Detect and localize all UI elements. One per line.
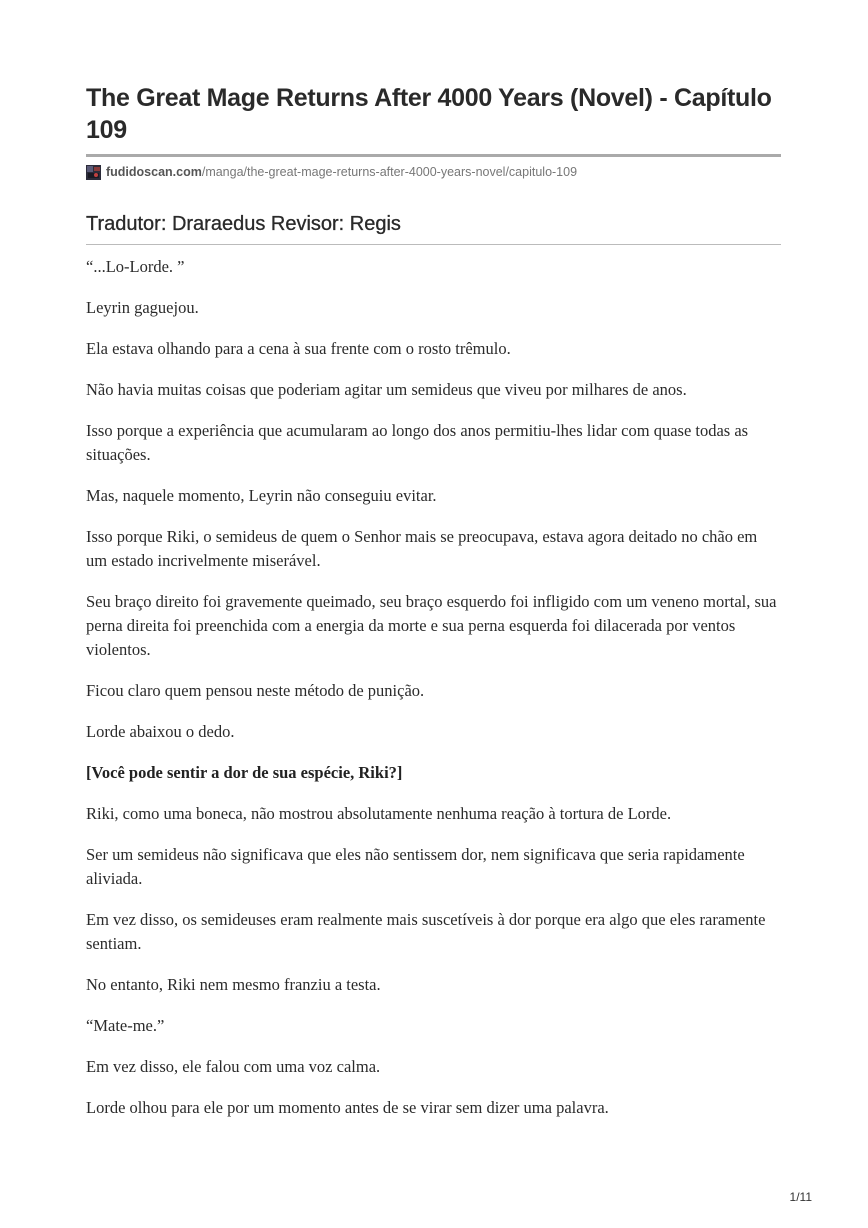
paragraph: Em vez disso, ele falou com uma voz calma.: [86, 1057, 381, 1076]
document-page: [86, 82, 781, 1137]
translator-heading: Tradutor: Draraedus Revisor: Regis: [86, 213, 401, 235]
page-number: 1/11: [789, 1190, 812, 1204]
source-domain-link[interactable]: fudidoscan.com: [106, 165, 202, 179]
paragraph: Lorde abaixou o dedo.: [86, 722, 235, 741]
paragraph: Riki, como uma boneca, não mostrou absolutamente nenhuma reação à tortura de Lorde.: [86, 804, 672, 823]
paragraph: [Você pode sentir a dor de sua espécie, Riki?]: [86, 763, 403, 782]
page-title: The Great Mage Returns After 4000 Years (Novel) - Capítulo 109: [86, 84, 772, 144]
paragraph: Isso porque Riki, o semideus de quem o Senhor mais se preocupava, estava agora deitado no chão em um estado incrivelmente miserável.: [86, 527, 758, 570]
paragraph: “...Lo-Lorde. ”: [86, 257, 185, 276]
paragraph: Lorde olhou para ele por um momento antes de se virar sem dizer uma palavra.: [86, 1098, 609, 1117]
chapter-content: [86, 255, 781, 1120]
paragraph: Não havia muitas coisas que poderiam agitar um semideus que viveu por milhares de anos.: [86, 380, 687, 399]
paragraph: Isso porque a experiência que acumularam ao longo dos anos permitiu-lhes lidar com quase todas as situações.: [86, 421, 749, 464]
paragraph: Em vez disso, os semideuses eram realmente mais suscetíveis à dor porque era algo que eles raramente sentiam.: [86, 910, 766, 953]
title-divider: [86, 154, 781, 157]
subtitle-divider: [86, 244, 781, 245]
paragraph: Ser um semideus não significava que eles não sentissem dor, nem significava que seria rapidamente aliviada.: [86, 845, 745, 888]
paragraph: Mas, naquele momento, Leyrin não conseguiu evitar.: [86, 486, 437, 505]
paragraph: Ficou claro quem pensou neste método de punição.: [86, 681, 425, 700]
site-favicon-icon: [86, 165, 101, 180]
paragraph: Leyrin gaguejou.: [86, 298, 199, 317]
paragraph: “Mate-me.”: [86, 1016, 165, 1035]
source-line: [86, 163, 781, 181]
paragraph: No entanto, Riki nem mesmo franziu a testa.: [86, 975, 381, 994]
source-path: /manga/the-great-mage-returns-after-4000-years-novel/capitulo-109: [201, 165, 578, 179]
paragraph: Seu braço direito foi gravemente queimado, seu braço esquerdo foi infligido com um veneno mortal, sua perna direita foi preenchida com a energia da morte e sua perna esquerda foi dilacerada por ventos violentos.: [86, 592, 777, 659]
paragraph: Ela estava olhando para a cena à sua frente com o rosto trêmulo.: [86, 339, 511, 358]
